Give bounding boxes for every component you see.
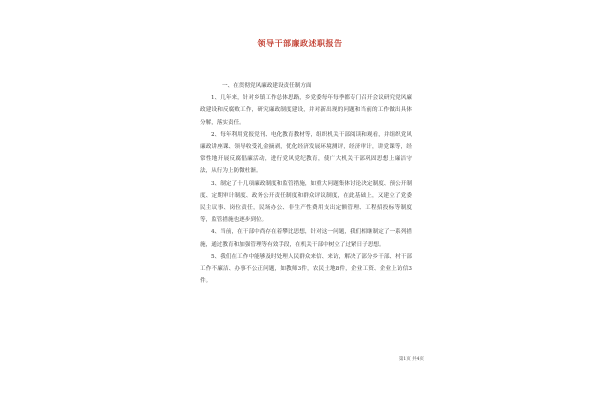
document-title: 领导干部廉政述职报告 xyxy=(257,38,343,48)
section-heading: 一、在贯彻党风廉政建设责任制方面 xyxy=(222,83,312,89)
page-number: 第1页 共4页 xyxy=(398,357,424,362)
document-body xyxy=(200,80,412,287)
paragraph: 5、我们在工作中能够及时处理人民群众来信、来访，解决了部分乡干部、村干部工作不廉洁、办事不公正问题，如教师3件，农民土地8件，企业工资、企业上访信3件。 xyxy=(200,253,412,285)
paragraph: 1、几年来，针对乡镇工作总体思路，乡党委每年每季都专门召开会议研究党风廉政建设和反腐败工作，研究廉政制度建设，并对新出现的问题和当前的工作做出具体分解，落实责任。 xyxy=(200,95,412,126)
paragraph: 3、制定了十几项廉政制度和监管措施，如重大问题集体讨论决定制度、预公开制度、定期审计制度、政务公开责任制度和群众评议制度，在此基础上，又建立了党委民主议事、岗位责任，民场办公、非生产性费用支出定额管理、工程招投标等制度等，监管措施也逐步到位。 xyxy=(200,180,412,224)
paragraph: 4、当前，在干部中尚存在着攀比思想，针对这一问题，我们相继制定了一系列措施，通过教育和加强管理等有效手段，在机关干部中树立了过紧日子思想。 xyxy=(200,229,412,248)
paragraph: 2、每年利用党报党刊、电化教育教材等，组织机关干部阅读和观看，并组织党风廉政讲座课、领导收受礼金摘剥，优化经济发展环境测评，经济审计，讲党课等，经常性地开展反腐倡廉活动，进行党风党纪教育，使广大机关干部巩固思想上廉洁守法，从行为上防微杜渐。 xyxy=(200,131,412,175)
